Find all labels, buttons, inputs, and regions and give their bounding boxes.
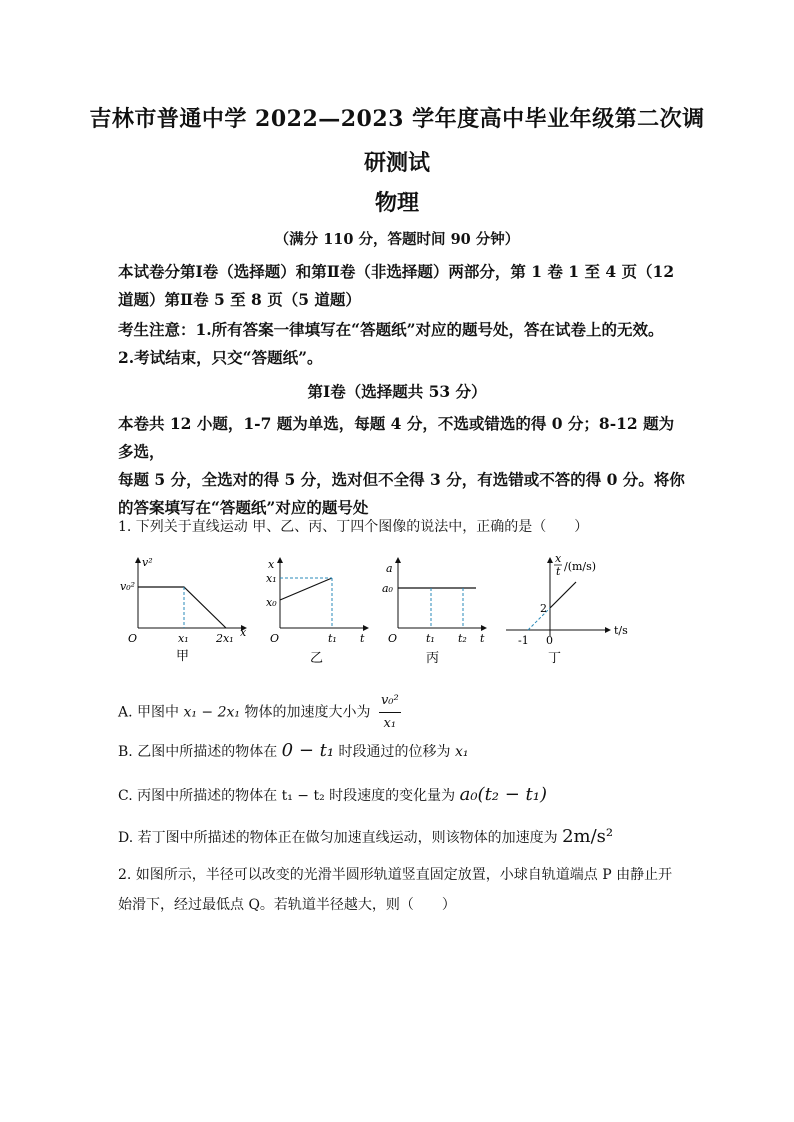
option-b-end: x₁: [455, 744, 469, 760]
option-c-expr: t₁ − t₂: [281, 788, 325, 804]
option-a: [118, 690, 401, 735]
yi-origin: O: [270, 632, 280, 645]
notice-line2: 2.考试结束，只交“答题纸”。: [118, 348, 323, 367]
notice-line1: 考生注意：1.所有答案一律填写在“答题纸”对应的题号处，答在试卷上的无效。: [118, 320, 664, 339]
intro-line2: 道题）第Ⅱ卷 5 至 8 页（5 道题）: [118, 290, 361, 309]
jia-x-tick-1: x₁: [178, 632, 189, 645]
section-desc-line3: 的答案填写在“答题纸”对应的题号处: [118, 498, 369, 517]
option-a-fraction: [379, 690, 401, 735]
jia-origin: O: [128, 632, 138, 645]
yi-x-axis-label: t: [360, 632, 365, 645]
yi-label: 乙: [310, 651, 324, 666]
bing-y-axis-label: a: [386, 562, 393, 575]
section-desc-line2: 每题 5 分，全选对的得 5 分，选对但不全得 3 分，有选错或不答的得 0 分。将你: [118, 470, 685, 489]
yi-x-tick-1: t₁: [328, 632, 337, 645]
option-b: [118, 740, 469, 761]
intro-paragraph: [118, 258, 688, 314]
option-a-mid: 物体的加速度大小为: [244, 704, 371, 721]
bing-x-tick-1: t₁: [426, 632, 435, 645]
jia-graph-line: [138, 587, 226, 628]
yi-y-axis-label: x: [268, 558, 275, 571]
bing-x-axis-label: t: [480, 632, 485, 645]
jia-y-axis-label: v²: [142, 556, 153, 569]
subject-title: 物理: [374, 190, 419, 216]
option-d: [118, 826, 613, 847]
option-a-prefix: A. 甲图中: [118, 704, 180, 721]
question-2-stem: [118, 860, 688, 920]
question-2-line1: 2. 如图所示，半径可以改变的光滑半圆形轨道竖直固定放置，小球自轨道端点 P 由静止开: [118, 867, 673, 883]
option-d-end: 2m/s²: [562, 826, 614, 847]
ding-x-axis-label: t/s: [614, 624, 628, 637]
figure-bing: [382, 558, 486, 666]
option-b-expr: 0 − t₁: [281, 740, 335, 761]
bing-origin: O: [388, 632, 398, 645]
option-a-expr: x₁ − 2x₁: [183, 704, 241, 721]
jia-x-tick-2: 2x₁: [216, 632, 234, 645]
yi-graph-line: [280, 578, 332, 600]
section-description: [118, 410, 688, 522]
question-2-line2: 始滑下，经过最低点 Q。若轨道半径越大，则（ ）: [118, 897, 456, 913]
notice-paragraph: [118, 316, 688, 372]
figure-ding: [506, 552, 628, 666]
jia-label: 甲: [176, 649, 190, 664]
yi-y-tick-1: x₁: [266, 572, 277, 585]
question-1-stem: 1. 下列关于直线运动 甲、乙、丙、丁四个图像的说法中，正确的是（ ）: [118, 519, 589, 535]
option-b-prefix: B. 乙图中所描述的物体在: [118, 744, 278, 760]
ding-y-unit: /(m/s): [564, 560, 597, 573]
section-title: 第Ⅰ卷（选择题共 53 分）: [307, 382, 487, 401]
option-c-end: a₀(t₂ − t₁): [459, 784, 548, 805]
ding-x-tick-2: 0: [546, 634, 553, 647]
jia-x-axis-label: x: [240, 626, 247, 639]
ding-y-tick: 2: [540, 602, 547, 615]
yi-y-tick-2: x₀: [266, 596, 277, 609]
ding-x-tick-1: -1: [518, 634, 529, 647]
bing-x-tick-2: t₂: [458, 632, 467, 645]
exam-info: （满分 110 分，答题时间 90 分钟）: [274, 231, 520, 248]
option-c-prefix: C. 丙图中所描述的物体在: [118, 788, 278, 804]
jia-y-tick: v₀²: [120, 580, 136, 593]
ding-label: 丁: [548, 651, 562, 666]
option-c: [118, 784, 547, 805]
exam-title-line2: 研测试: [363, 150, 430, 176]
exam-title-line1: 吉林市普通中学 2022—2023 学年度高中毕业年级第二次调: [89, 106, 705, 132]
intro-line1: 本试卷分第Ⅰ卷（选择题）和第Ⅱ卷（非选择题）两部分，第 1 卷 1 至 4 页（12: [118, 262, 675, 281]
option-d-prefix: D. 若丁图中所描述的物体正在做匀加速直线运动，则该物体的加速度为: [118, 830, 558, 846]
option-b-mid: 时段通过的位移为: [338, 744, 451, 760]
ding-y-axis-denominator: t: [556, 565, 561, 578]
ding-graph-line: [550, 582, 576, 608]
figure-yi: [266, 558, 368, 666]
option-a-denominator: x₁: [383, 716, 397, 731]
figure-jia: [120, 556, 247, 664]
option-c-mid: 时段速度的变化量为: [329, 788, 456, 804]
section-desc-line1: 本卷共 12 小题，1-7 题为单选，每题 4 分，不选或错选的得 0 分；8-12 题为多选，: [118, 414, 675, 461]
bing-label: 丙: [426, 651, 440, 666]
option-a-numerator: v₀²: [379, 690, 401, 713]
ding-y-axis-numerator: x: [555, 552, 562, 565]
bing-y-tick: a₀: [382, 582, 393, 595]
question-1-figures: [118, 550, 678, 670]
